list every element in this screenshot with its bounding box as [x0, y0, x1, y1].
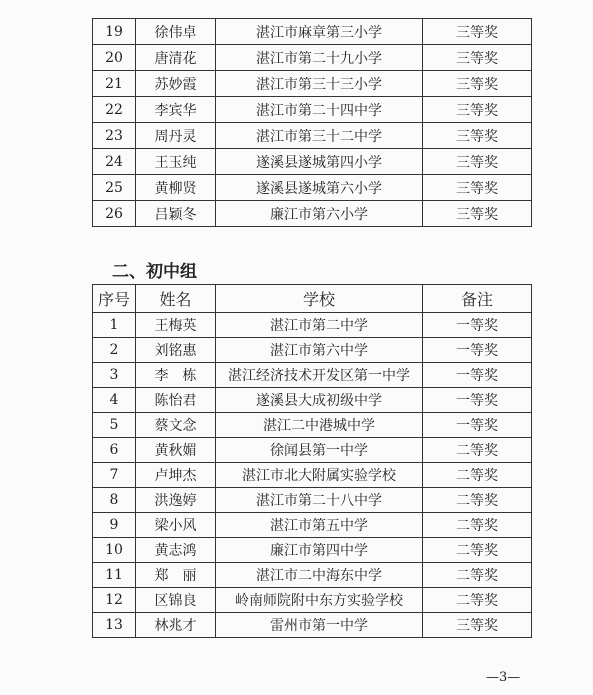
- cell-school: 湛江市第三十二中学: [216, 123, 423, 149]
- table-row: [93, 588, 532, 613]
- table-row: [93, 71, 532, 97]
- table-row: [93, 563, 532, 588]
- cell-index: 2: [93, 338, 136, 363]
- cell-remark: 三等奖: [423, 149, 532, 175]
- cell-index: 7: [93, 463, 136, 488]
- cell-name: 徐伟卓: [136, 19, 216, 45]
- cell-remark: 二等奖: [423, 563, 532, 588]
- cell-school: 湛江经济技术开发区第一中学: [216, 363, 423, 388]
- table-row: [93, 363, 532, 388]
- cell-name: 王玉纯: [136, 149, 216, 175]
- cell-name: 郑 丽: [136, 563, 216, 588]
- cell-index: 19: [93, 19, 136, 45]
- cell-school: 湛江市第二中学: [216, 313, 423, 338]
- cell-index: 11: [93, 563, 136, 588]
- table-row: [93, 388, 532, 413]
- cell-remark: 二等奖: [423, 588, 532, 613]
- table-row: [93, 413, 532, 438]
- cell-school: 湛江市第二十八中学: [216, 488, 423, 513]
- cell-remark: 三等奖: [423, 175, 532, 201]
- cell-name: 王梅英: [136, 313, 216, 338]
- cell-name: 黄柳贤: [136, 175, 216, 201]
- table-row: [93, 175, 532, 201]
- page-number: —3—: [486, 670, 521, 685]
- cell-index: 1: [93, 313, 136, 338]
- award-table-primary-continued: [92, 18, 532, 227]
- cell-remark: 二等奖: [423, 463, 532, 488]
- cell-school: 湛江市二中海东中学: [216, 563, 423, 588]
- cell-remark: 三等奖: [423, 97, 532, 123]
- table-header: [93, 285, 532, 313]
- cell-remark: 一等奖: [423, 413, 532, 438]
- cell-remark: 三等奖: [423, 201, 532, 227]
- cell-name: 吕颖冬: [136, 201, 216, 227]
- table-body: [93, 313, 532, 638]
- cell-school: 遂溪县大成初级中学: [216, 388, 423, 413]
- cell-name: 洪逸婷: [136, 488, 216, 513]
- section-title: 二、初中组: [112, 262, 197, 282]
- cell-name: 黄秋媚: [136, 438, 216, 463]
- cell-school: 湛江市第三十三小学: [216, 71, 423, 97]
- header-school: 学校: [216, 285, 423, 313]
- cell-index: 6: [93, 438, 136, 463]
- cell-remark: 一等奖: [423, 313, 532, 338]
- cell-name: 刘铭惠: [136, 338, 216, 363]
- cell-remark: 二等奖: [423, 538, 532, 563]
- cell-school: 遂溪县遂城第四小学: [216, 149, 423, 175]
- cell-remark: 三等奖: [423, 613, 532, 638]
- cell-remark: 一等奖: [423, 388, 532, 413]
- cell-index: 12: [93, 588, 136, 613]
- cell-school: 湛江市北大附属实验学校: [216, 463, 423, 488]
- table-row: [93, 613, 532, 638]
- cell-remark: 二等奖: [423, 488, 532, 513]
- cell-index: 24: [93, 149, 136, 175]
- table-row: [93, 313, 532, 338]
- cell-school: 雷州市第一中学: [216, 613, 423, 638]
- cell-name: 唐清花: [136, 45, 216, 71]
- cell-remark: 三等奖: [423, 45, 532, 71]
- header-row: [93, 285, 532, 313]
- cell-school: 廉江市第六小学: [216, 201, 423, 227]
- table-row: [93, 463, 532, 488]
- table-row: [93, 123, 532, 149]
- table-row: [93, 538, 532, 563]
- cell-index: 3: [93, 363, 136, 388]
- cell-name: 陈怡君: [136, 388, 216, 413]
- cell-school: 湛江市第二十九小学: [216, 45, 423, 71]
- cell-name: 蔡文念: [136, 413, 216, 438]
- cell-index: 9: [93, 513, 136, 538]
- award-table-junior: [92, 284, 532, 638]
- table-row: [93, 19, 532, 45]
- cell-index: 5: [93, 413, 136, 438]
- cell-index: 26: [93, 201, 136, 227]
- cell-remark: 三等奖: [423, 123, 532, 149]
- cell-school: 廉江市第四中学: [216, 538, 423, 563]
- table-row: [93, 149, 532, 175]
- cell-name: 梁小风: [136, 513, 216, 538]
- cell-remark: 三等奖: [423, 71, 532, 97]
- cell-index: 23: [93, 123, 136, 149]
- table-row: [93, 201, 532, 227]
- cell-school: 遂溪县遂城第六小学: [216, 175, 423, 201]
- table-row: [93, 97, 532, 123]
- cell-remark: 二等奖: [423, 438, 532, 463]
- cell-name: 周丹灵: [136, 123, 216, 149]
- cell-remark: 二等奖: [423, 513, 532, 538]
- cell-name: 林兆才: [136, 613, 216, 638]
- cell-index: 22: [93, 97, 136, 123]
- header-name: 姓名: [136, 285, 216, 313]
- table-body: [93, 19, 532, 227]
- table-row: [93, 488, 532, 513]
- table-row: [93, 338, 532, 363]
- cell-school: 徐闻县第一中学: [216, 438, 423, 463]
- cell-remark: 一等奖: [423, 338, 532, 363]
- cell-school: 湛江市第二十四中学: [216, 97, 423, 123]
- cell-school: 岭南师院附中东方实验学校: [216, 588, 423, 613]
- cell-index: 20: [93, 45, 136, 71]
- cell-index: 10: [93, 538, 136, 563]
- cell-school: 湛江二中港城中学: [216, 413, 423, 438]
- cell-name: 李 栋: [136, 363, 216, 388]
- header-index: 序号: [93, 285, 136, 313]
- cell-school: 湛江市第六中学: [216, 338, 423, 363]
- cell-remark: 三等奖: [423, 19, 532, 45]
- cell-name: 区锦良: [136, 588, 216, 613]
- header-remark: 备注: [423, 285, 532, 313]
- cell-index: 21: [93, 71, 136, 97]
- cell-index: 4: [93, 388, 136, 413]
- cell-remark: 一等奖: [423, 363, 532, 388]
- table-row: [93, 45, 532, 71]
- cell-name: 黄志鸿: [136, 538, 216, 563]
- cell-school: 湛江市第五中学: [216, 513, 423, 538]
- table-row: [93, 438, 532, 463]
- cell-index: 8: [93, 488, 136, 513]
- cell-index: 13: [93, 613, 136, 638]
- table-row: [93, 513, 532, 538]
- cell-name: 苏妙霞: [136, 71, 216, 97]
- cell-index: 25: [93, 175, 136, 201]
- cell-name: 李宾华: [136, 97, 216, 123]
- cell-name: 卢坤杰: [136, 463, 216, 488]
- cell-school: 湛江市麻章第三小学: [216, 19, 423, 45]
